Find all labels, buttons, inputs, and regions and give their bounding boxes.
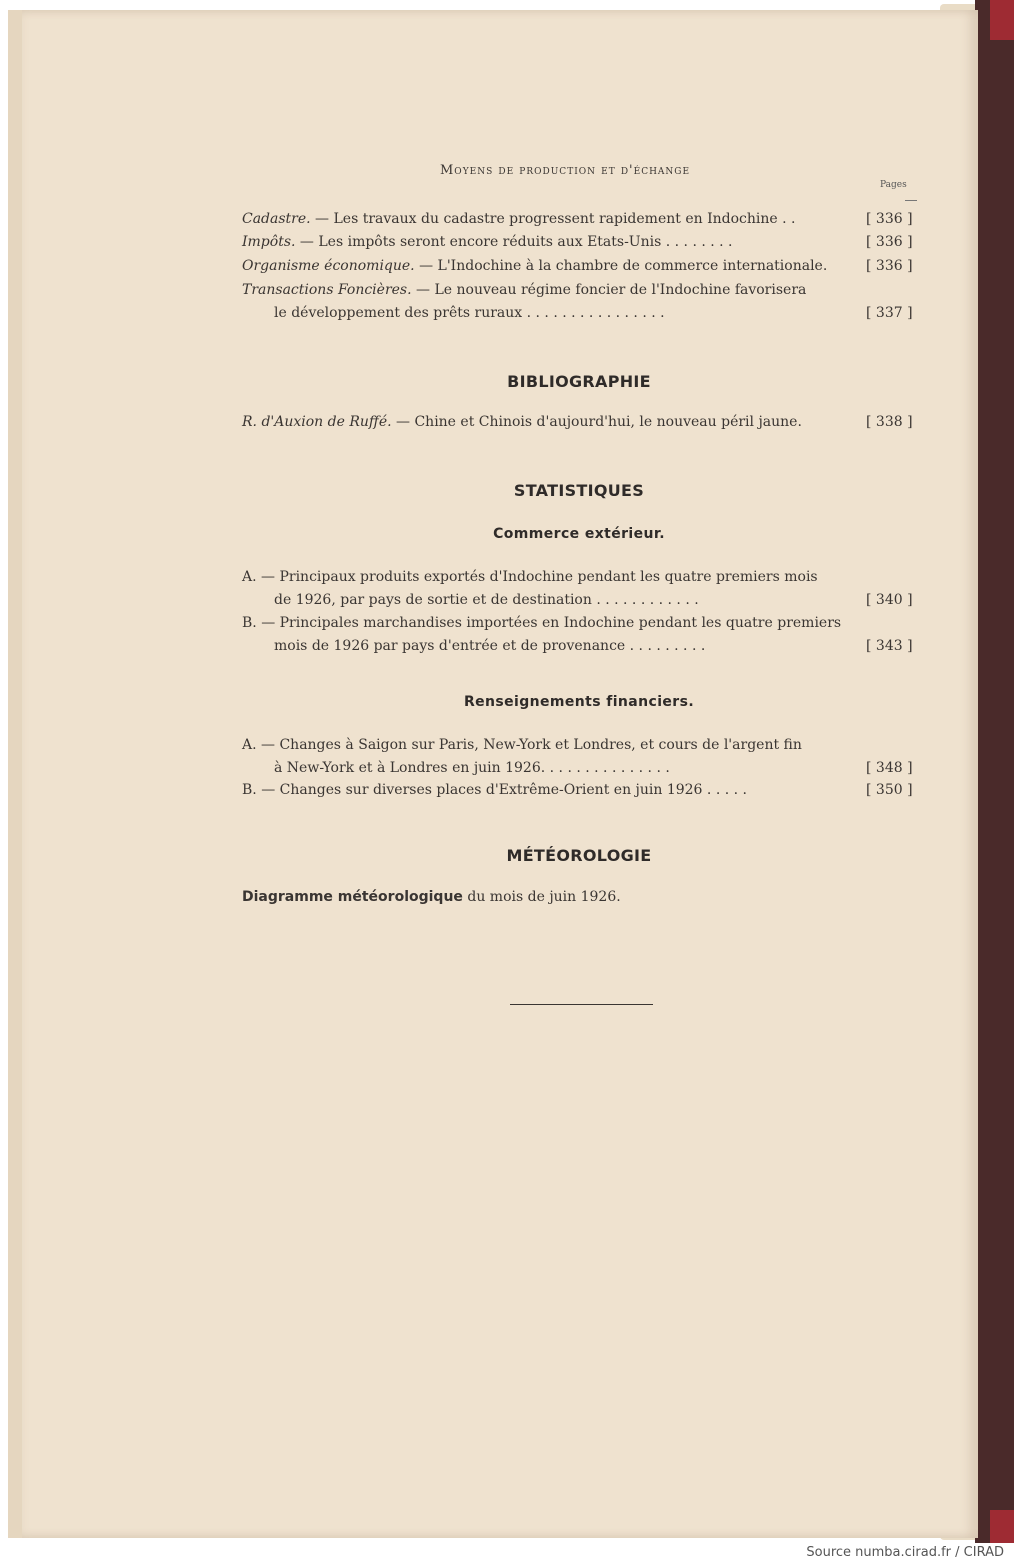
toc-entry-continuation: mois de 1926 par pays d'entrée et de provenance . . . . . . . . . [274,638,706,654]
toc-entry: A. — Changes à Saigon sur Paris, New-York et Londres, et cours de l'argent fin [242,737,802,753]
page-number: [ 338 ] [866,414,913,430]
toc-entry-continuation: de 1926, par pays de sortie et de destination . . . . . . . . . . . . [274,592,699,608]
toc-entry: R. d'Auxion de Ruffé. — Chine et Chinois d'aujourd'hui, le nouveau péril jaune. [242,414,802,430]
toc-entry: Impôts. — Les impôts seront encore réduits aux Etats-Unis . . . . . . . . [242,234,733,250]
page-number: [ 343 ] [866,638,913,654]
running-header: Moyens de production et d'échange [440,163,691,178]
page-number: [ 340 ] [866,592,913,608]
section-heading-meteorologie: MÉTÉOROLOGIE [506,846,652,865]
toc-entry: Organisme économique. — L'Indochine à la chambre de commerce internationale. [242,258,828,274]
pages-column-rule [905,200,917,201]
toc-entry-continuation: le développement des prêts ruraux . . . . . . . . . . . . . . . . [274,305,665,321]
pages-column-label: Pages [880,180,907,190]
subheading-commerce-exterieur: Commerce extérieur. [493,526,665,542]
section-heading-statistiques: STATISTIQUES [513,481,645,500]
toc-entry: A. — Principaux produits exportés d'Indochine pendant les quatre premiers mois [242,569,818,585]
page-number: [ 336 ] [866,234,913,250]
page-number: [ 350 ] [866,782,913,798]
page-number: [ 348 ] [866,760,913,776]
toc-entry: Cadastre. — Les travaux du cadastre progressent rapidement en Indochine . . [242,211,796,227]
subheading-renseignements-financiers: Renseignements financiers. [463,694,695,710]
page-number: [ 337 ] [866,305,913,321]
page-number: [ 336 ] [866,211,913,227]
toc-entry: Diagramme météorologique du mois de juin 1926. [242,889,621,905]
page-number: [ 336 ] [866,258,913,274]
toc-entry: B. — Principales marchandises importées en Indochine pendant les quatre premiers [242,615,842,631]
section-heading-bibliographie: BIBLIOGRAPHIE [507,372,651,391]
toc-entry: Transactions Foncières. — Le nouveau régime foncier de l'Indochine favorisera [242,282,807,298]
toc-entry: B. — Changes sur diverses places d'Extrême-Orient en juin 1926 . . . . . [242,782,747,798]
source-credit: Source numba.cirad.fr / CIRAD [806,1545,1004,1560]
toc-entry-continuation: à New-York et à Londres en juin 1926. . . . . . . . . . . . . . . [274,760,670,776]
end-rule [510,1004,653,1005]
